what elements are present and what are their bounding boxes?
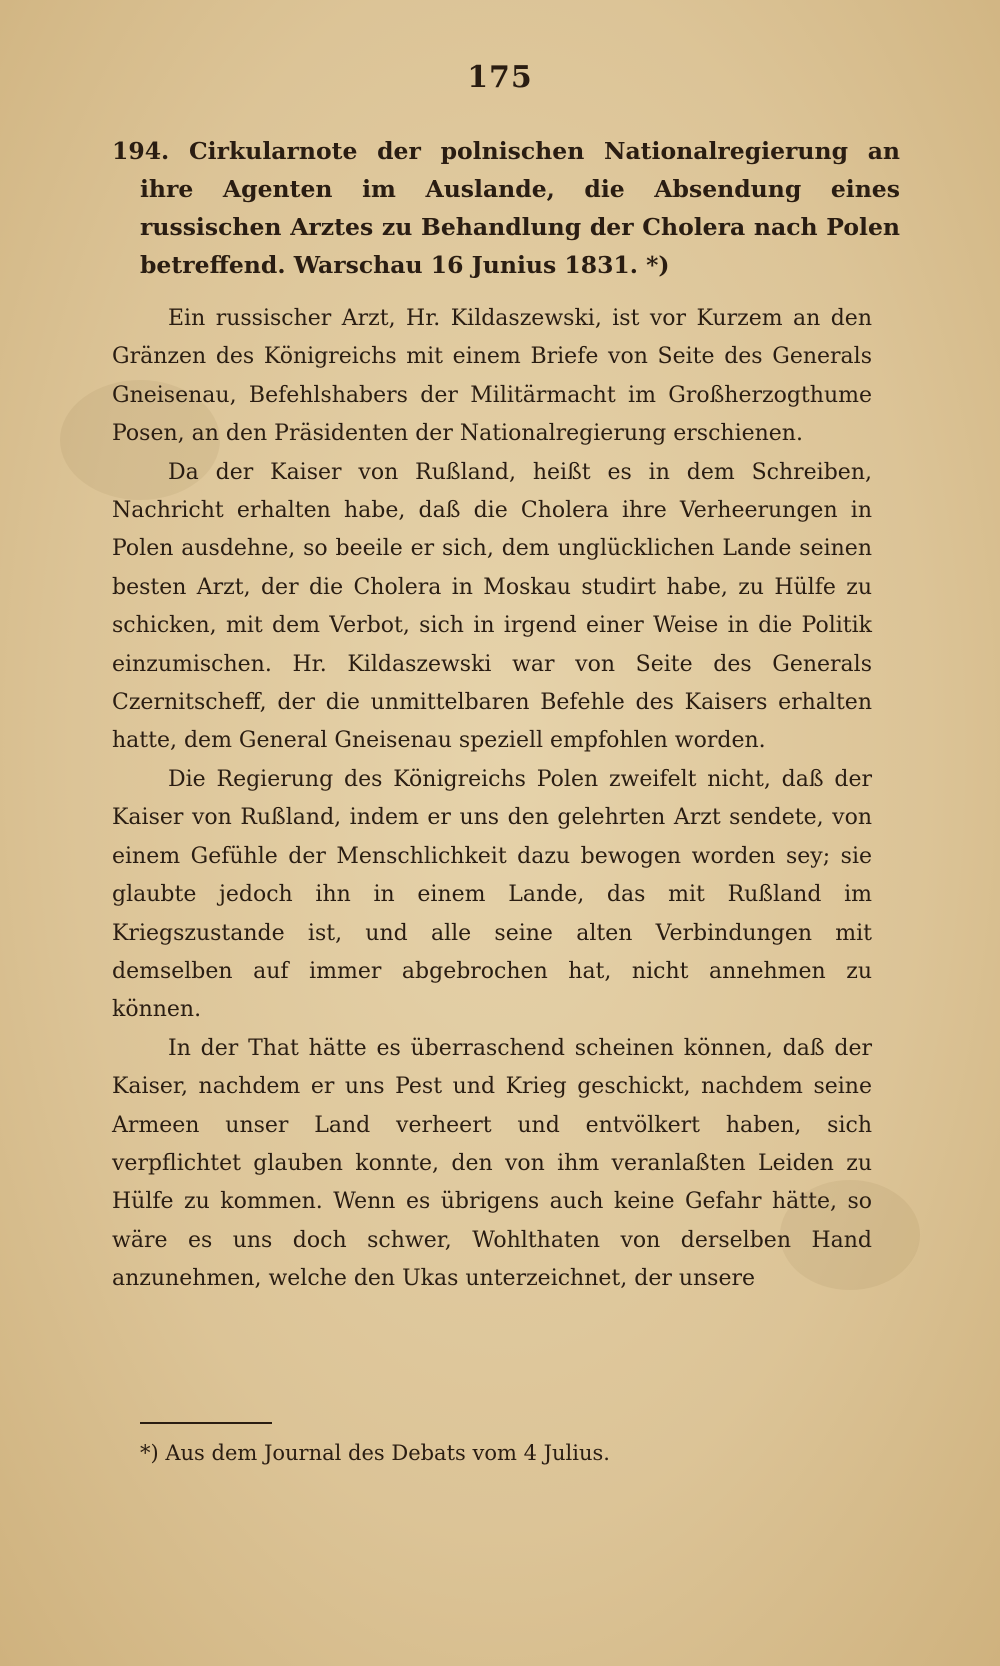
footnote: *) Aus dem Journal des Debats vom 4 Julius. — [140, 1441, 610, 1465]
document-heading — [112, 132, 900, 284]
body-text — [112, 300, 872, 1299]
paragraph: Die Regierung des Königreichs Polen zweifelt nicht, daß der Kaiser von Rußland, indem er uns den gelehrten Arzt sendete, von einem Gefühle der Menschlichkeit dazu bewogen worden sey; sie glaubte jedoch ihn in einem Lande, das mit Rußland im Kriegszustande ist, und alle seine alten Verbindungen mit demselben auf immer abgebrochen hat, nicht annehmen zu können. — [112, 766, 872, 1023]
paragraph: Da der Kaiser von Rußland, heißt es in dem Schreiben, Nachricht erhalten habe, daß die Cholera ihre Verheerungen in Polen ausdehne, so beeile er sich, dem unglücklichen Lande seinen besten Arzt, der die Cholera in Moskau studirt habe, zu Hülfe zu schicken, mit dem Verbot, sich in irgend einer Weise in die Politik einzumischen. Hr. Kildaszewski war von Seite des Generals Czernitscheff, der die unmittelbaren Befehle des Kaisers erhalten hatte, dem General Gneisenau speziell empfohlen worden. — [112, 459, 872, 754]
heading-number: 194. — [112, 137, 170, 165]
paragraph: In der That hätte es überraschend scheinen können, daß der Kaiser, nachdem er uns Pest und Krieg geschickt, nachdem seine Armeen unser Land verheert und entvölkert haben, sich verpflichtet glauben konnte, den von ihm veranlaßten Leiden zu Hülfe zu kommen. Wenn es übrigens auch keine Gefahr hätte, so wäre es uns doch schwer, Wohlthaten von derselben Hand anzunehmen, welche den Ukas unterzeichnet, der unsere — [112, 1035, 872, 1292]
footnote-divider — [140, 1422, 272, 1424]
heading-text: Cirkularnote der polnischen Nationalregierung an ihre Agenten im Auslande, die Absendung eines russischen Arztes zu Behandlung der Cholera nach Polen betreffend. Warschau 16 Junius 1831. *) — [140, 137, 901, 279]
page-number: 175 — [467, 60, 533, 95]
paragraph: Ein russischer Arzt, Hr. Kildaszewski, ist vor Kurzem an den Gränzen des Königreichs mit einem Briefe von Seite des Generals Gneisenau, Befehlshabers der Militärmacht im Großherzogthume Posen, an den Präsidenten der Nationalregierung erschienen. — [112, 306, 872, 447]
